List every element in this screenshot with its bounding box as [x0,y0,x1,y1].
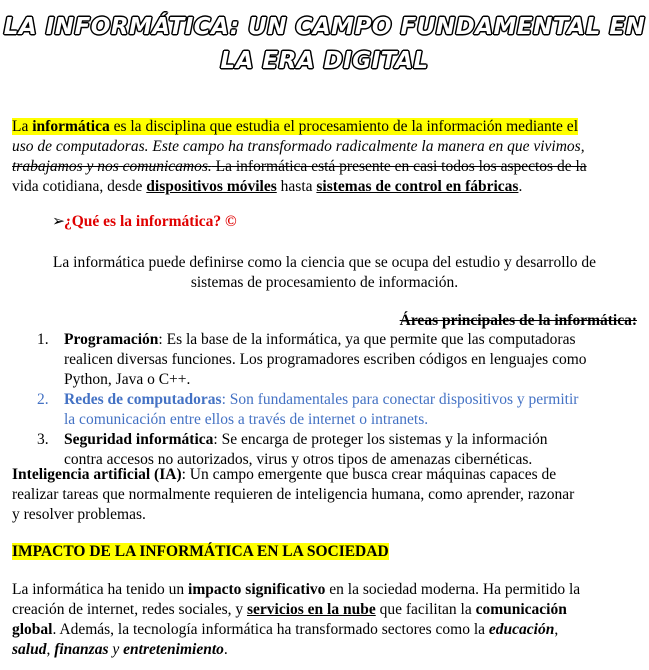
item-1-line-2: realicen diversas funciones. Los programadores escriben códigos en lenguajes como [64,351,587,368]
item-term: Programación [64,331,159,348]
list-number: 2. [37,391,49,408]
impact-text: en la sociedad moderna. Ha permitido la [325,581,581,598]
item-text: : Se encarga de proteger los sistemas y la información [213,431,548,448]
impact-heading-text: IMPACTO DE LA INFORMÁTICA EN LA SOCIEDAD [12,543,389,560]
areas-heading-text: Áreas principales de la informática: [399,312,637,329]
ai-paragraph [12,465,637,525]
arrow-bullet-icon: ➢ [52,213,65,230]
impact-text: . [223,641,228,658]
impact-health: salud [12,641,47,658]
impact-paragraph [12,580,637,660]
impact-text: , [46,641,55,658]
question-text: ¿Qué es la informática? © [64,213,237,230]
impact-heading [12,542,637,562]
areas-heading [12,311,637,331]
ai-line-1 [12,465,637,485]
item-2-line-2: la comunicación entre ellos a través de internet o intranets. [64,411,429,428]
intro-paragraph [12,117,637,197]
ai-line-2: realizar tareas que normalmente requieren de inteligencia humana, como aprender, razonar [12,486,575,503]
item-term: Redes de computadoras [64,391,222,408]
intro-f: La informática está presente en casi todos los aspectos de la [211,158,587,175]
impact-text: . Además, la tecnología informática ha transformado sectores como la [52,621,489,638]
item-text: : Son fundamentales para conectar dispositivos y permitir [221,391,579,408]
title-line-1: LA INFORMÁTICA: UN CAMPO FUNDAMENTAL EN [3,14,646,40]
impact-cloud-services: servicios en la nube [246,601,376,618]
areas-list [12,330,637,470]
item-3-line-1 [64,430,637,450]
ai-text: : Un campo emergente que busca crear máquinas capaces de [181,466,557,483]
intro-k: . [518,178,523,195]
list-item [12,330,637,390]
impact-text: , [554,621,559,638]
intro-control-systems: sistemas de control en fábricas [316,178,519,195]
impact-line-2 [12,600,637,620]
ai-line-3: y resolver problemas. [12,506,146,523]
intro-i: hasta [276,178,317,195]
impact-communication: comunicación [475,601,567,618]
impact-line-4 [12,640,637,660]
intro-g: vida cotidiana, desde [12,178,147,195]
list-number: 3. [37,431,49,448]
list-number: 1. [37,331,49,348]
item-1-line-1 [64,330,637,350]
page-title [0,10,649,78]
intro-d: uso de computadoras. Este campo ha transformado radicalmente la manera en que vivimos, [12,138,585,155]
intro-c: es la disciplina que estudia el procesamiento de la información mediante el [109,118,578,135]
item-term: Seguridad informática [64,431,214,448]
impact-entertainment: entretenimiento [123,641,224,658]
impact-education: educación [488,621,555,638]
intro-term: informática [32,118,110,135]
impact-significant: impacto significativo [188,581,326,598]
definition-line-1: La informática puede definirse como la ciencia que se ocupa del estudio y desarrollo de [52,254,597,271]
intro-line-4 [12,177,637,197]
item-2-line-1 [64,390,637,410]
intro-e: trabajamos y nos comunicamos. [12,158,212,175]
intro-line-3 [12,157,637,177]
intro-line-1 [12,117,637,137]
ai-term: Inteligencia artificial (IA) [12,466,182,483]
impact-finance: finanzas [54,641,109,658]
item-text: : Es la base de la informática, ya que permite que las computadoras [158,331,576,348]
title-line-2: LA ERA DIGITAL [220,48,429,74]
definition-paragraph [12,253,637,293]
list-item [12,390,637,430]
impact-line-1 [12,580,637,600]
item-1-line-3: Python, Java o C++. [64,371,191,388]
impact-global: global [12,621,53,638]
intro-line-2 [12,137,637,157]
impact-text: La informática ha tenido un [12,581,189,598]
impact-line-3 [12,620,637,640]
intro-a: La [12,118,33,135]
intro-devices: dispositivos móviles [146,178,277,195]
impact-text: que facilitan la [375,601,476,618]
definition-line-2: sistemas de procesamiento de información. [190,274,459,291]
impact-text: y [108,641,124,658]
impact-text: creación de internet, redes sociales, y [12,601,247,618]
item-3-line-2: contra accesos no autorizados, virus y otros tipos de amenazas cibernéticas. [64,451,533,468]
list-item [12,430,637,470]
